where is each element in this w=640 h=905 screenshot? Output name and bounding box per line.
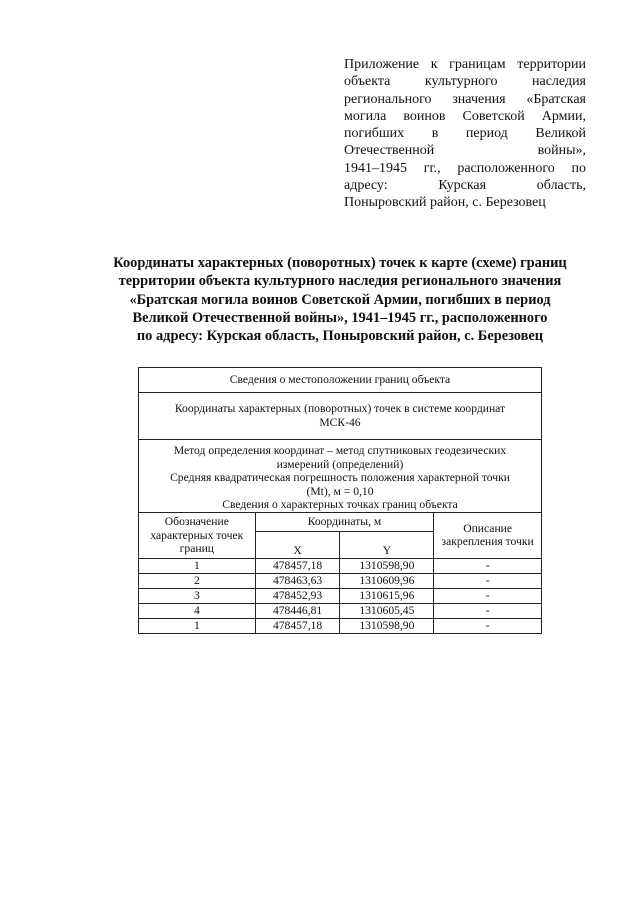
appendix-line: могила воинов Советской Армии,	[344, 108, 586, 124]
y-cell: 1310598,90	[340, 558, 434, 573]
desc-cell: -	[434, 603, 542, 618]
location-title: Сведения о местоположении границ объекта	[229, 373, 451, 387]
heading-line: территории объекта культурного наследия регионального значения	[118, 273, 562, 290]
col-header-y: Y	[340, 531, 434, 558]
col-header-point: Обозначение характерных точек границ	[139, 512, 256, 558]
heading-line: по адресу: Курская область, Поныровский район, с. Березовец	[136, 328, 544, 345]
coord-system-line: Координаты характерных (поворотных) точек в системе координат	[174, 402, 506, 416]
appendix-line: 1941–1945 гг., расположенного по	[344, 160, 586, 176]
y-cell: 1310598,90	[340, 618, 434, 633]
method-cell	[139, 440, 542, 513]
table-row	[139, 558, 542, 573]
appendix-line: объекта культурного наследия	[344, 74, 586, 90]
boundary-points-table	[138, 367, 542, 634]
x-cell: 478463,63	[255, 573, 340, 588]
appendix-line: регионального значения «Братская	[344, 91, 586, 107]
y-cell: 1310615,96	[340, 588, 434, 603]
table-info-row	[139, 440, 542, 513]
point-cell: 1	[139, 618, 256, 633]
coord-system-line: МСК-46	[319, 416, 361, 429]
method-line: Сведения о характерных точках границ объекта	[222, 498, 458, 512]
appendix-note	[344, 56, 586, 212]
appendix-line: Отечественной войны»,	[344, 143, 586, 159]
col-header-coords: Координаты, м	[255, 512, 434, 531]
x-cell: 478457,18	[255, 558, 340, 573]
point-cell: 4	[139, 603, 256, 618]
table-info-row	[139, 368, 542, 393]
appendix-line: Поныровский район, с. Березовец	[344, 195, 546, 211]
coord-system-cell	[139, 393, 542, 440]
desc-cell: -	[434, 558, 542, 573]
point-cell: 2	[139, 573, 256, 588]
col-header-desc: Описание закрепления точки	[434, 512, 542, 558]
heading-line: Великой Отечественной войны», 1941–1945 гг., расположенного	[132, 309, 548, 326]
appendix-line: адресу: Курская область,	[344, 178, 586, 194]
desc-cell: -	[434, 573, 542, 588]
x-cell: 478457,18	[255, 618, 340, 633]
y-cell: 1310605,45	[340, 603, 434, 618]
heading-line: Координаты характерных (поворотных) точек к карте (схеме) границ	[113, 255, 567, 271]
heading-line: «Братская могила воинов Советской Армии, погибших в период	[129, 291, 551, 308]
x-cell: 478452,93	[255, 588, 340, 603]
method-line: Средняя квадратическая погрешность положения характерной точки	[170, 471, 510, 485]
y-cell: 1310609,96	[340, 573, 434, 588]
method-line: измерений (определений)	[276, 457, 404, 471]
appendix-line: Приложение к границам территории	[344, 57, 586, 72]
desc-cell: -	[434, 618, 542, 633]
x-cell: 478446,81	[255, 603, 340, 618]
document-heading	[90, 254, 590, 345]
table-row	[139, 618, 542, 633]
method-line: Метод определения координат – метод спутниковых геодезических	[173, 444, 507, 457]
col-header-x: X	[255, 531, 340, 558]
point-cell: 3	[139, 588, 256, 603]
location-title-cell	[139, 368, 542, 393]
table-row	[139, 603, 542, 618]
point-cell: 1	[139, 558, 256, 573]
desc-cell: -	[434, 588, 542, 603]
method-line: (Mt), м = 0,10	[306, 484, 374, 498]
table-row	[139, 588, 542, 603]
table-row	[139, 573, 542, 588]
appendix-line: погибших в период Великой	[344, 126, 586, 142]
table-info-row	[139, 393, 542, 440]
table-header-row	[139, 512, 542, 531]
